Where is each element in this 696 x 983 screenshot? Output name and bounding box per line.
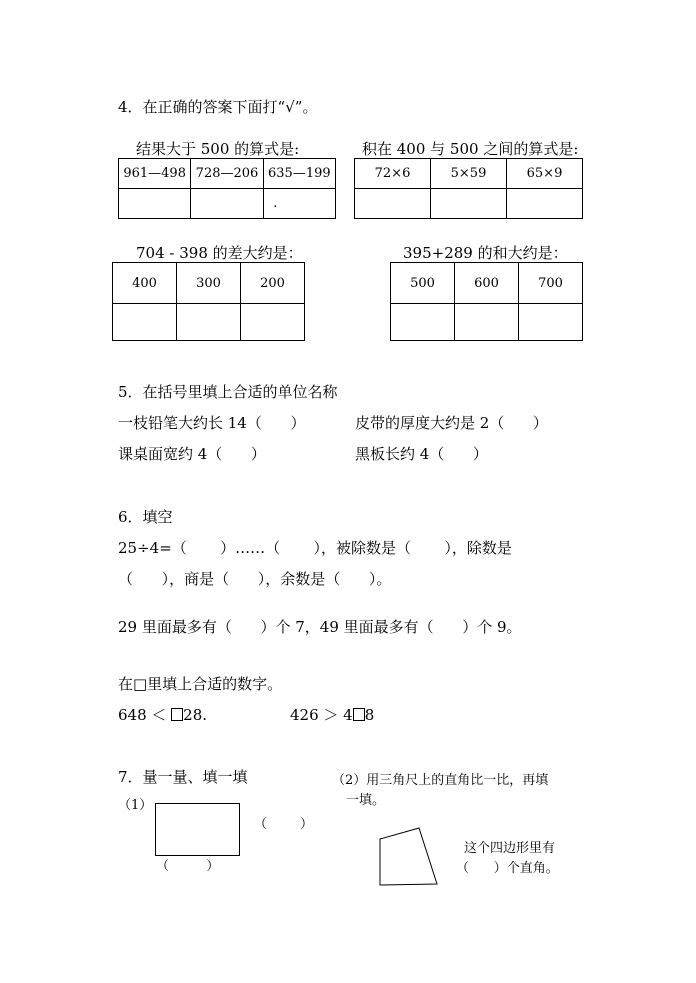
option-cell: 728—206 bbox=[191, 159, 263, 189]
option-cell: 5×59 bbox=[431, 159, 507, 189]
table4-caption: 395+289 的和大约是： bbox=[403, 244, 568, 262]
q7-part2-line1: （2）用三角尺上的直角比一比，再填 bbox=[332, 773, 549, 788]
answer-cell[interactable] bbox=[191, 189, 263, 219]
option-cell: 700 bbox=[519, 263, 583, 304]
q5-line2-right: 黑板长约 4（ ） bbox=[355, 445, 488, 463]
answer-cell[interactable] bbox=[119, 189, 191, 219]
answer-cell[interactable] bbox=[113, 304, 177, 341]
q5-title: 5．在括号里填上合适的单位名称 bbox=[118, 383, 338, 401]
option-cell: 300 bbox=[177, 263, 241, 304]
table1 bbox=[118, 158, 336, 219]
q6-example2 bbox=[290, 706, 374, 724]
q6-line1: 25÷4=（ ）……（ ），被除数是（ ），除数是 bbox=[118, 539, 512, 557]
option-cell: 961—498 bbox=[119, 159, 191, 189]
quadrilateral-shape bbox=[376, 826, 442, 888]
answer-cell[interactable] bbox=[177, 304, 241, 341]
length-blank: （ ） bbox=[156, 859, 220, 874]
q5-line1-left: 一枝铅笔大约长 14（ ） bbox=[118, 414, 306, 432]
option-cell: 635—199 bbox=[263, 159, 335, 189]
q6-line2: （ ），商是（ ），余数是（ ）。 bbox=[118, 570, 392, 588]
blank-box[interactable] bbox=[171, 708, 183, 721]
example1-right: 28. bbox=[183, 706, 208, 724]
quad-text-line2: （ ）个直角。 bbox=[456, 861, 559, 876]
q6-title: 6．填空 bbox=[118, 508, 173, 526]
q7-title: 7．量一量、填一填 bbox=[118, 768, 248, 786]
answer-cell[interactable] bbox=[431, 189, 507, 219]
answer-cell[interactable] bbox=[519, 304, 583, 341]
quad-text-line1: 这个四边形里有 bbox=[464, 841, 556, 856]
q6-line3: 29 里面最多有（ ）个 7，49 里面最多有（ ）个 9。 bbox=[118, 618, 522, 636]
example1-left: 648 ＜ bbox=[118, 706, 172, 724]
option-cell: 72×6 bbox=[355, 159, 431, 189]
width-blank: （ ） bbox=[254, 817, 314, 832]
q5-line2-left: 课桌面宽约 4（ ） bbox=[118, 445, 266, 463]
q7-part1-label: （1） bbox=[118, 798, 153, 813]
answer-cell[interactable] bbox=[263, 189, 335, 219]
answer-cell[interactable] bbox=[391, 304, 455, 341]
answer-cell[interactable] bbox=[455, 304, 519, 341]
q4-title: 4．在正确的答案下面打“√”。 bbox=[118, 98, 318, 116]
table2 bbox=[354, 158, 583, 219]
table3 bbox=[112, 262, 305, 341]
option-cell: 200 bbox=[241, 263, 305, 304]
answer-cell[interactable] bbox=[355, 189, 431, 219]
table3-caption: 704 - 398 的差大约是： bbox=[136, 244, 303, 262]
stray-mark: . bbox=[273, 196, 278, 211]
option-cell: 400 bbox=[113, 263, 177, 304]
q6-line4: 在□里填上合适的数字。 bbox=[118, 675, 283, 693]
q5-line1-right: 皮带的厚度大约是 2（ ） bbox=[355, 414, 548, 432]
option-cell: 600 bbox=[455, 263, 519, 304]
option-cell: 500 bbox=[391, 263, 455, 304]
example2-right: 8 bbox=[364, 706, 375, 724]
table4 bbox=[390, 262, 583, 341]
example2-left: 426 ＞ 4 bbox=[290, 706, 353, 724]
table2-caption: 积在 400 与 500 之间的算式是: bbox=[362, 140, 579, 158]
q6-example1 bbox=[118, 706, 207, 724]
option-cell: 65×9 bbox=[507, 159, 583, 189]
blank-box[interactable] bbox=[353, 708, 365, 721]
answer-cell[interactable] bbox=[241, 304, 305, 341]
measure-rectangle bbox=[155, 803, 240, 856]
answer-cell[interactable] bbox=[507, 189, 583, 219]
table1-caption: 结果大于 500 的算式是: bbox=[136, 140, 300, 158]
q7-part2-line2: 一填。 bbox=[346, 793, 386, 808]
